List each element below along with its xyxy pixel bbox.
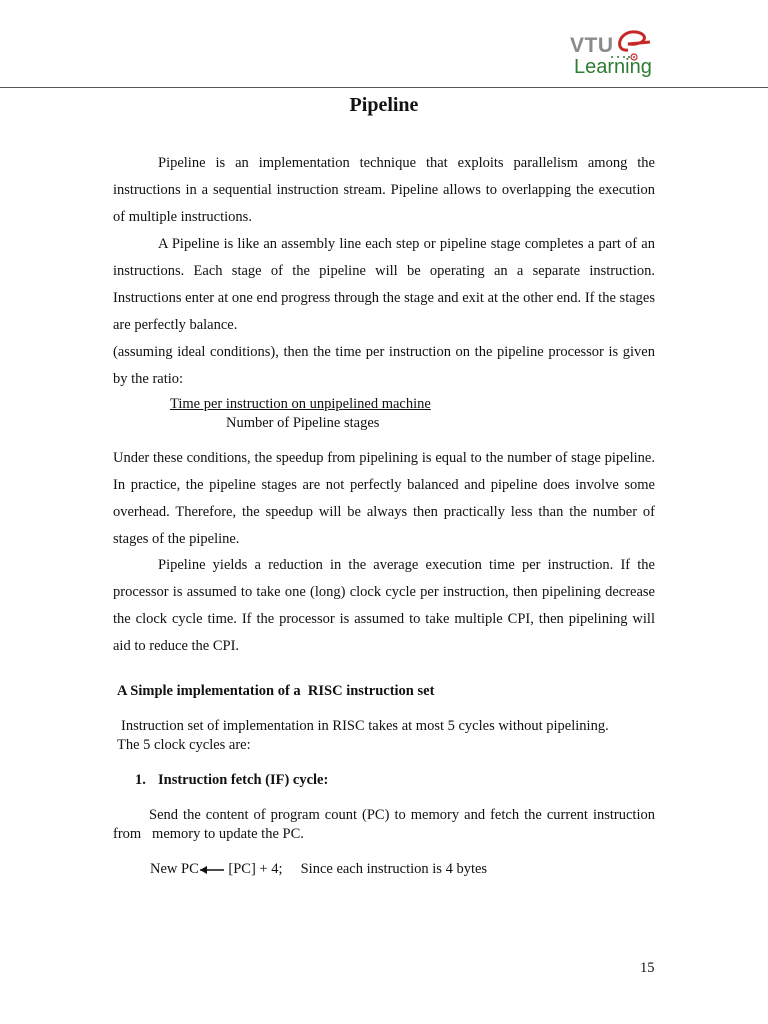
ratio-denominator: Number of Pipeline stages: [226, 415, 380, 431]
left-arrow-icon: [199, 865, 225, 875]
vtu-elearning-logo: [566, 12, 666, 84]
risc-intro-line-1: Instruction set of implementation in RISC takes at most 5 cycles without pipelining.: [121, 718, 609, 734]
ratio-numerator: Time per instruction on unpipelined machine: [170, 396, 431, 412]
list-item-number: 1.: [135, 772, 146, 788]
paragraph-3: (assuming ideal conditions), then the time per instruction on the pipeline processor is given by the ratio:: [113, 344, 655, 387]
paragraph-5: Pipeline yields a reduction in the average execution time per instruction. If the processor is assumed to take one (long) clock cycle per instruction, then pipelining decrease the clock cycle time. If the processor is assumed to take multiple CPI, then pipelining will aid to reduce the CPI.: [113, 557, 655, 654]
new-pc-formula: [150, 861, 487, 878]
page-title: Pipeline: [349, 94, 419, 116]
paragraph-4: Under these conditions, the speedup from pipelining is equal to the number of stage pipeline. In practice, the pipeline stages are not perfectly balanced and pipeline does involve some overhead. Therefore, the speedup will be always then practically less than the number of stages of the pipeline.: [113, 450, 655, 547]
page-number: 15: [640, 960, 655, 976]
logo-brand-text: VTU: [570, 34, 614, 57]
new-pc-label: New PC: [150, 861, 199, 877]
list-item-label: Instruction fetch (IF) cycle:: [158, 772, 329, 788]
risc-intro-line-2: The 5 clock cycles are:: [117, 737, 251, 753]
list-item: [135, 772, 328, 789]
logo-tagline: Learning: [574, 56, 652, 78]
header-divider: [0, 87, 768, 88]
paragraph-2: A Pipeline is like an assembly line each step or pipeline stage completes a part of an instructions. Each stage of the pipeline will be operating an a separate instruction. Instructions enter at one end progress through the stage and exit at the other end. If the stages are perfectly balance.: [113, 236, 655, 333]
section-heading: A Simple implementation of a RISC instruction set: [117, 683, 435, 699]
if-description: Send the content of program count (PC) to memory and fetch the current instruction from memory to update the PC.: [113, 807, 659, 842]
paragraph-1: Pipeline is an implementation technique that exploits parallelism among the instructions in a sequential instruction stream. Pipeline allows to overlapping the execution of multiple instructions.: [113, 155, 655, 225]
new-pc-expression: [PC] + 4; Since each instruction is 4 bytes: [224, 861, 488, 877]
